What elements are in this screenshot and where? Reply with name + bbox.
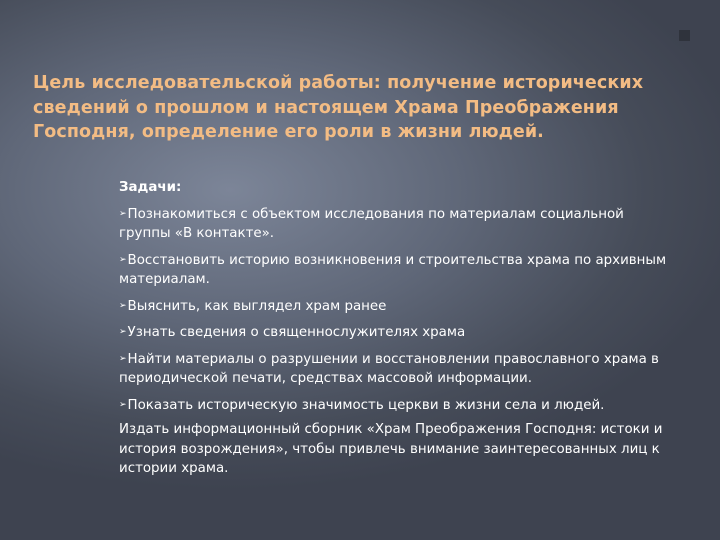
arrow-right-icon: ➢ — [119, 208, 127, 219]
task-item — [119, 396, 679, 416]
corner-square-decoration — [679, 30, 690, 41]
arrow-right-icon: ➢ — [119, 300, 127, 311]
slide-title: Цель исследовательской работы: получение исторических сведений о прошлом и настоящем Храма Преображения Господня, определение его роли в жизни людей. — [33, 73, 644, 142]
task-text: Выяснить, как выглядел храм ранее — [127, 298, 387, 314]
tasks-heading: Задачи: — [119, 180, 182, 195]
slide-body — [119, 178, 679, 479]
summary-text: Издать информационный сборник «Храм Преображения Господня: истоки и история возрождения», чтобы привлечь внимание заинтересованных лиц к истории храма. — [119, 422, 663, 476]
arrow-right-icon: ➢ — [119, 353, 127, 364]
task-item — [119, 350, 679, 389]
task-item — [119, 205, 679, 244]
task-text: Восстановить историю возникновения и строительства храма по архивным материалам. — [119, 252, 667, 287]
task-text: Узнать сведения о священнослужителях храма — [127, 325, 466, 340]
task-text: Найти материалы о разрушении и восстановлении православного храма в периодической печати, средствах массовой информации. — [119, 351, 659, 386]
tasks-list — [119, 205, 679, 416]
arrow-right-icon: ➢ — [119, 399, 127, 410]
arrow-right-icon: ➢ — [119, 327, 127, 337]
task-item — [119, 323, 679, 343]
arrow-right-icon: ➢ — [119, 254, 127, 265]
task-text: Познакомиться с объектом исследования по материалам социальной группы «В контакте». — [119, 206, 624, 241]
task-item — [119, 251, 679, 290]
task-text: Показать историческую значимость церкви в жизни села и людей. — [127, 397, 605, 413]
task-item — [119, 297, 679, 317]
